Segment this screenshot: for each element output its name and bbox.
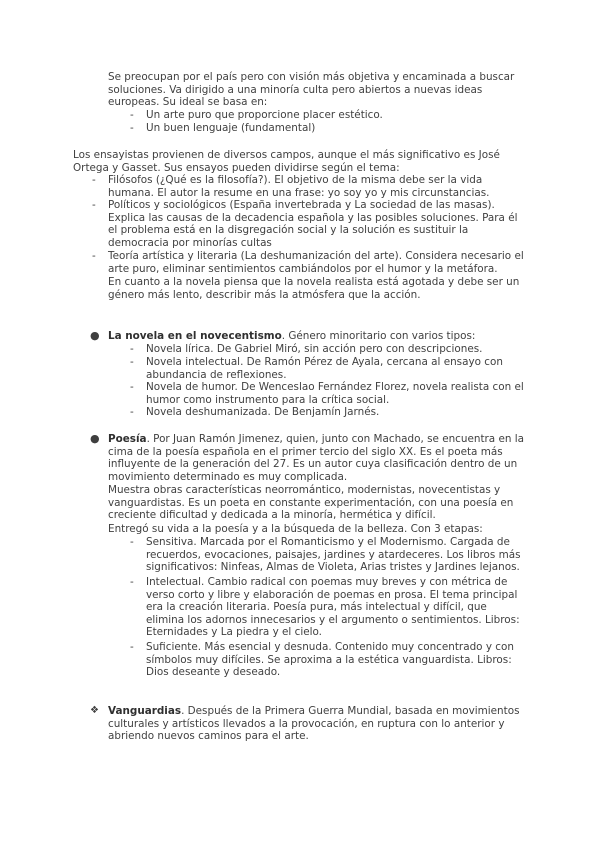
- novela-title: La novela en el novecentismo: [108, 330, 282, 342]
- ensayistas-list-item: - Teoría artística y literaria (La deshumanización del arte). Considera necesario el arte puro, eliminar sentimientos cambiándolos por el humor y la metáfora.: [108, 250, 528, 275]
- novela-list-item: - Novela deshumanizada. De Benjamín Jarnés.: [146, 406, 526, 419]
- poesia-list-item: - Intelectual. Cambio radical con poemas muy breves y con métrica de verso corto y libre y elaboración de poemas en prosa. El tema principal era la creación literaria. Poesía pura, más intelectual y difícil, que elimina los adornos innecesarios y el argumento o sentimientos. Libros: Eternidades y La piedra y el cielo.: [146, 576, 526, 639]
- ensayistas-list-item: - Políticos y sociológicos (España invertebrada y La sociedad de las masas). Explica las causas de la decadencia española y las posibles soluciones. Para él el problema está en la disgregación social y la solución es sustituir la democracia por minorías cultas: [108, 199, 528, 249]
- vanguardias-text: . Después de la Primera Guerra Mundial, basada en movimientos culturales y artísticos llevados a la provocación, en ruptura con lo anterior y abriendo nuevos caminos para el arte.: [108, 705, 520, 743]
- ensayistas-paragraph: Los ensayistas provienen de diversos campos, aunque el más significativo es José Ortega y Gasset. Sus ensayos pueden dividirse según el tema:: [73, 149, 500, 174]
- poesia-list-item: - Sensitiva. Marcada por el Romanticismo y el Modernismo. Cargada de recuerdos, evocaciones, paisajes, jardines y atardeceres. Los libros más significativos: Ninfeas, Almas de Violeta, Arias tristes y Jardines lejanos.: [146, 536, 526, 574]
- bullet-icon: ●: [90, 432, 100, 445]
- poesia-paragraph: [108, 433, 528, 483]
- novela-paragraph: [108, 330, 528, 343]
- poesia-text: . Por Juan Ramón Jimenez, quien, junto con Machado, se encuentra en la cima de la poesía española en el primer tercio del siglo XX. Es el poeta más influyente de la generación del 27. Es un autor cuya clasificación dentro de un movimiento determinado es muy complicada.: [108, 433, 525, 483]
- intro-list-item: - Un buen lenguaje (fundamental): [146, 122, 526, 135]
- novela-list-item: - Novela intelectual. De Ramón Pérez de Ayala, cercana al ensayo con abundancia de reflexiones.: [146, 356, 526, 381]
- novela-list-item: - Novela de humor. De Wenceslao Fernández Florez, novela realista con el humor como instrumento para la crítica social.: [146, 381, 526, 406]
- ensayistas-extra: En cuanto a la novela piensa que la novela realista está agotada y debe ser un género más lento, describir más la atmósfera que la acción.: [108, 276, 520, 301]
- bullet-icon: ●: [90, 329, 100, 342]
- vanguardias-paragraph: [108, 705, 528, 743]
- intro-list-item: - Un arte puro que proporcione placer estético.: [146, 109, 526, 122]
- novela-text: . Género minoritario con varios tipos:: [281, 330, 476, 342]
- diamond-bullet-icon: ❖: [90, 705, 99, 716]
- poesia-paragraph-2: Muestra obras características neorromántico, modernistas, novecentistas y vanguardistas. Es un poeta en constante experimentación, con una poesía en creciente dificultad y dedicada a la minoría, hermética y difícil.: [108, 484, 514, 522]
- intro-paragraph: Se preocupan por el país pero con visión más objetiva y encaminada a buscar soluciones. Va dirigido a una minoría culta pero abiertos a nuevas ideas europeas. Su ideal se basa en:: [108, 71, 515, 109]
- vanguardias-title: Vanguardias: [108, 705, 182, 717]
- novela-list-item: - Novela lírica. De Gabriel Miró, sin acción pero con descripciones.: [146, 343, 526, 356]
- poesia-paragraph-3: Entregó su vida a la poesía y a la búsqueda de la belleza. Con 3 etapas:: [108, 523, 483, 535]
- poesia-list-item: - Suficiente. Más esencial y desnuda. Contenido muy concentrado y con símbolos muy difíciles. Se aproxima a la estética vanguardista. Libros: Dios deseante y deseado.: [146, 641, 526, 679]
- poesia-title: Poesía: [108, 433, 147, 445]
- ensayistas-list-item: - Filósofos (¿Qué es la filosofía?). El objetivo de la misma debe ser la vida humana. El autor la resume en una frase: yo soy yo y mis circunstancias.: [108, 174, 528, 199]
